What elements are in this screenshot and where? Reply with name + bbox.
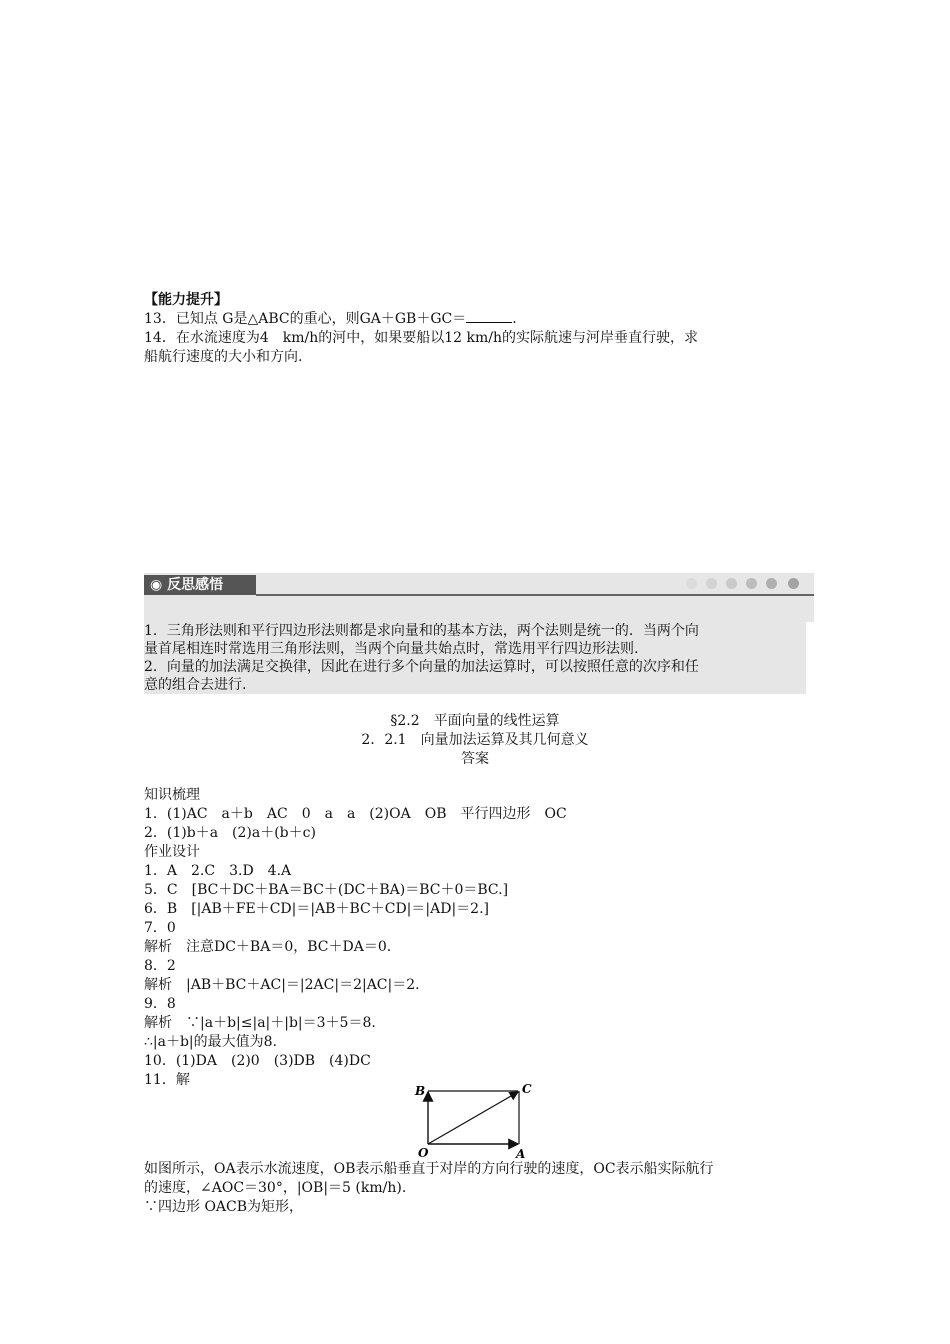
decor-dot-icon [726, 578, 737, 589]
section-title: §2.2 平面向量的线性运算 [390, 713, 560, 729]
answer-line: 解析 |AB＋BC＋AC|＝|2AC|＝2|AC|＝2. [144, 977, 420, 993]
question-13-text: 13．已知点 G是△ABC的重心，则GA＋GB＋GC＝ [144, 311, 467, 327]
label-b: B [415, 1084, 426, 1098]
solution-line: ∵四边形 OACB为矩形， [144, 1199, 304, 1215]
ability-heading: 【能力提升】 [144, 292, 228, 308]
solution-line: 的速度，∠AOC＝30°，|OB|＝5 (km/h). [144, 1180, 407, 1196]
answer-line: 2．(1)b＋a (2)a＋(b＋c) [144, 825, 316, 841]
question-14-line-1: 14．在水流速度为4 km/h的河中，如果要船以12 km/h的实际航速与河岸垂直行驶，求 [144, 330, 698, 346]
answer-line: ∴|a＋b|的最大值为8. [144, 1034, 278, 1050]
decor-dot-icon [766, 578, 777, 589]
reflection-line: 2．向量的加法满足交换律，因此在进行多个向量的加法运算时，可以按照任意的次序和任 [144, 659, 699, 675]
answer-line: 1．A 2.C 3.D 4.A [144, 863, 292, 879]
answer-line: 作业设计 [144, 844, 200, 860]
answer-line: 7．0 [144, 920, 176, 936]
decor-dot-icon [746, 578, 757, 589]
decor-dot-icon [706, 578, 717, 589]
decor-dot-icon [788, 578, 799, 589]
question-13-end: . [512, 311, 517, 327]
label-o: O [418, 1146, 429, 1160]
reflection-title: ◉ 反思感悟 [144, 575, 256, 595]
question-13 [144, 310, 517, 329]
reflection-line: 意的组合去进行. [144, 677, 247, 693]
answer-line: 6．B [|AB＋FE＋CD|＝|AB＋BC＋CD|＝|AD|＝2.] [144, 901, 489, 917]
rectangle-diagram [410, 1080, 540, 1160]
label-c: C [522, 1082, 532, 1096]
question-14-line-2: 船航行速度的大小和方向. [144, 349, 303, 365]
answers-title: 答案 [461, 751, 489, 767]
subsection-title: 2．2.1 向量加法运算及其几何意义 [361, 732, 589, 748]
answer-line: 9．8 [144, 996, 176, 1012]
vector-oc [428, 1092, 518, 1144]
reflection-line: 量首尾相连时常选用三角形法则，当两个向量共始点时，常选用平行四边形法则. [144, 641, 639, 657]
answer-line: 知识梳理 [144, 787, 200, 803]
reflection-divider [256, 594, 814, 596]
answer-line: 1．(1)AC a＋b AC 0 a a (2)OA OB 平行四边形 OC [144, 806, 567, 822]
reflection-line: 1．三角形法则和平行四边形法则都是求向量和的基本方法，两个法则是统一的．当两个向 [144, 623, 699, 639]
answer-line: 解析 注意DC＋BA＝0，BC＋DA＝0. [144, 939, 392, 955]
answer-line: 10．(1)DA (2)0 (3)DB (4)DC [144, 1053, 371, 1069]
answer-line: 解析 ∵|a＋b|≤|a|＋|b|＝3＋5＝8. [144, 1015, 376, 1031]
decor-dot-icon [686, 578, 697, 589]
answer-blank [466, 310, 512, 323]
answer-line: 11．解 [144, 1072, 190, 1088]
answer-line: 8．2 [144, 958, 176, 974]
solution-line: 如图所示，OA表示水流速度，OB表示船垂直于对岸的方向行驶的速度，OC表示船实际航行 [144, 1161, 714, 1177]
answer-line: 5．C [BC＋DC＋BA＝BC＋(DC＋BA)＝BC＋0＝BC.] [144, 882, 509, 898]
label-a: A [516, 1147, 526, 1160]
